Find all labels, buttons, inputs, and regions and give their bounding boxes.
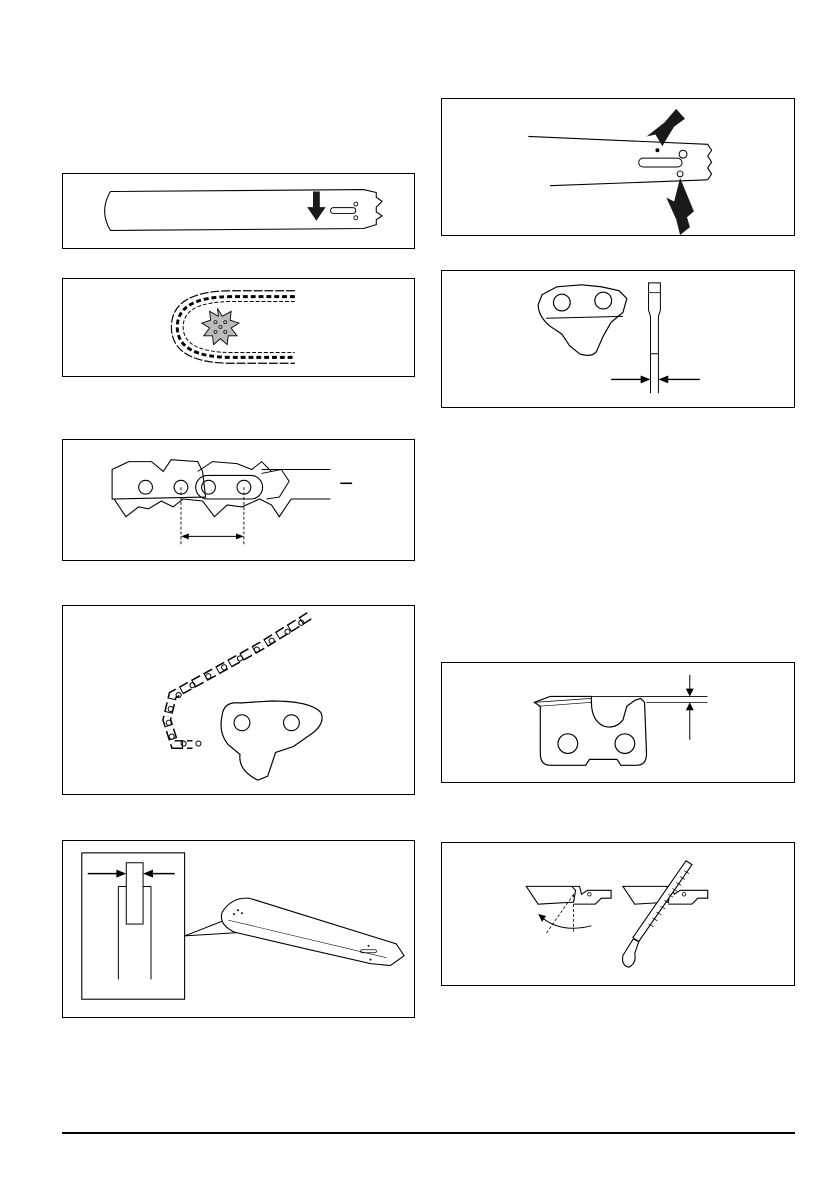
figure-chain-pitch bbox=[62, 439, 415, 561]
depth-gauge-icon bbox=[442, 663, 794, 782]
figure-bar-groove-width bbox=[62, 840, 415, 1018]
figure-file-angle bbox=[441, 842, 795, 986]
figure-chain-sprocket bbox=[62, 278, 415, 377]
figure-bar-holes bbox=[441, 98, 795, 236]
drive-sprocket-icon bbox=[63, 279, 414, 376]
footer-rule bbox=[62, 1132, 795, 1134]
figure-guide-bar-lubrication bbox=[62, 173, 415, 249]
bar-groove-icon bbox=[63, 841, 414, 1017]
chain-loop-icon bbox=[63, 606, 414, 794]
figure-drive-link-count bbox=[62, 605, 415, 795]
guide-bar-icon bbox=[63, 174, 414, 248]
file-icon bbox=[442, 843, 794, 985]
figure-depth-gauge-setting bbox=[441, 662, 795, 783]
bar-nose-icon bbox=[442, 99, 794, 235]
drive-link-gauge-icon bbox=[442, 271, 794, 407]
chain-pitch-icon bbox=[63, 440, 414, 560]
figure-drive-link-gauge bbox=[441, 270, 795, 408]
